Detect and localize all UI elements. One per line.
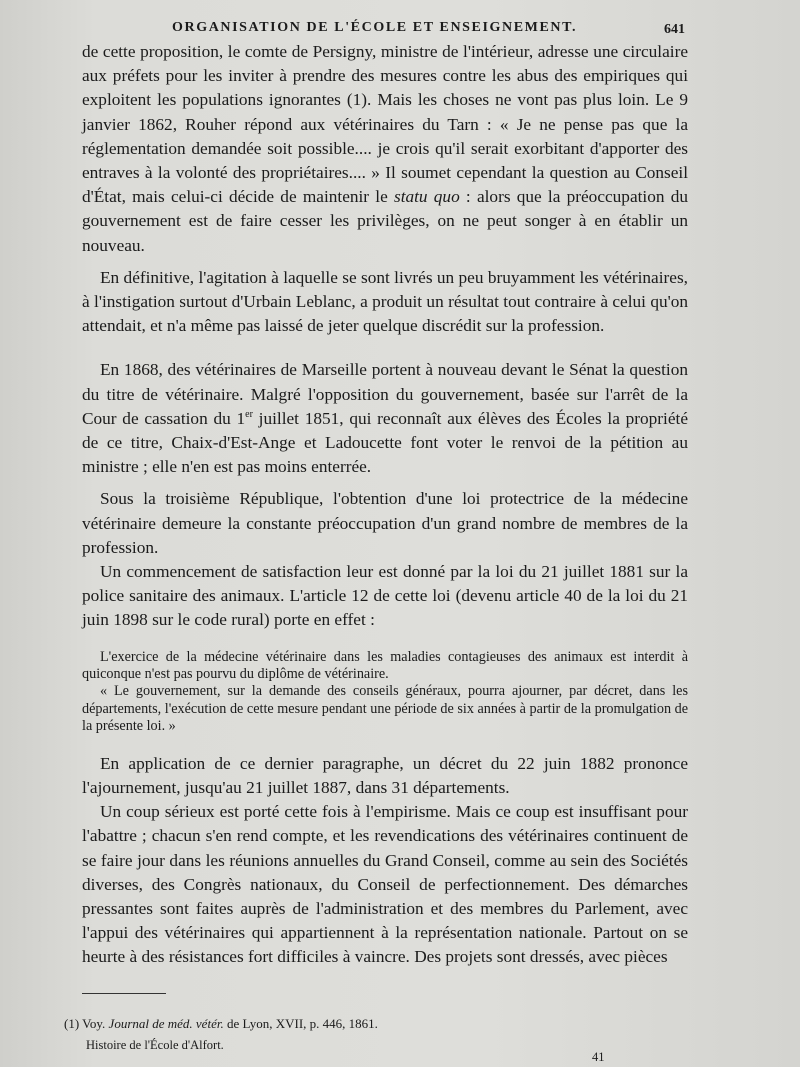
footnote <box>64 1016 378 1032</box>
footnote-journal: Journal de méd. vétér. <box>108 1016 224 1031</box>
footnote-suffix: de Lyon, XVII, p. 446, 1861. <box>223 1016 378 1031</box>
footnote-prefix: (1) Voy. <box>64 1016 109 1031</box>
signature-mark: 41 <box>592 1050 605 1064</box>
italic-phrase: statu quo <box>393 187 460 207</box>
page-number: 641 <box>664 22 685 37</box>
running-head: ORGANISATION DE L'ÉCOLE ET ENSEIGNEMENT. <box>172 20 578 35</box>
text-run: : alors que la préoccupation du gouvernement est de faire cesser les privilèges, on ne peut songer à en établir un nouveau. <box>82 187 688 255</box>
text-run: de cette proposition, le comte de Persigny, ministre de l'intérieur, adresse une circulaire aux préfets pour les inviter à prendre des mesures contre les abus des empiriques qui exploitent les populations ignorantes (1). Mais les choses ne vont pas plus loin. Le 9 janvier 1862, Rouher répond aux vétérinaires du Tarn : « Je ne pense pas que la réglementation demandée soit possible.... je crois qu'il serait exorbitant d'apporter des entraves à la volonté des propriétaires.... » Il soumet cependant la question au Conseil d'État, mais celui-ci décide de maintenir le <box>82 42 688 207</box>
paragraph: En définitive, l'agitation à laquelle se sont livrés un peu bruyamment les vétérinaires, à l'instigation surtout d'Urbain Leblanc, a produit un résultat tout contraire à celui qu'on attendait, et n'a même pas laissé de jeter quelque discrédit sur la profession. <box>82 267 688 336</box>
paragraph <box>82 40 688 258</box>
text-run: En 1868, des vétérinaires de Marseille portent à nouveau devant le Sénat la question du titre de vétérinaire. Malgré l'opposition du gouvernement, basée sur l'arrêt de la Cour de cassation du 1 <box>82 360 688 428</box>
block-quote <box>82 649 688 736</box>
book-title-footer: Histoire de l'École d'Alfort. <box>86 1038 224 1052</box>
paragraph: En application de ce dernier paragraphe, un décret du 22 juin 1882 prononce l'ajournement, jusqu'au 21 juillet 1887, dans 31 départements. <box>82 753 688 797</box>
paragraph: Un commencement de satisfaction leur est donné par la loi du 21 juillet 1881 sur la police sanitaire des animaux. L'article 12 de cette loi (devenu article 40 de la loi du 21 juin 1898 sur le code rural) porte en effet : <box>82 562 688 630</box>
text-run: juillet 1851, qui reconnaît aux élèves des Écoles la propriété de ce titre, Chaix-d'Est-Ange et Ladoucette font voter le renvoi de la pétition au ministre ; elle n'en est pas moins enterrée. <box>82 408 688 477</box>
quote-paragraph: « Le gouvernement, sur la demande des conseils généraux, pourra ajourner, par décret, dans les départements, l'exécution de cette mesure pendant une période de six années à partir de la promulgation de la présente loi. » <box>82 683 688 735</box>
paragraph: Un coup sérieux est porté cette fois à l'empirisme. Mais ce coup est insuffisant pour l'abattre ; chacun s'en rend compte, et les revendications des vétérinaires continuent de se faire jour dans les réunions annuelles du Grand Conseil, comme au sein des Sociétés diverses, des Congrès nationaux, du Conseil de perfectionnement. Des démarches pressantes sont faites auprès de l'administration et des membres du Parlement, avec l'appui des vétérinaires qui appartiennent à la représentation nationale. Partout on se heurte à des résistances fort difficiles à vaincre. Des projets sont dressés, avec pièces <box>82 802 688 967</box>
superscript: er <box>245 409 253 421</box>
paragraph <box>82 358 688 479</box>
paragraph: Sous la troisième République, l'obtention d'une loi protectrice de la médecine vétérinaire demeure la constante préoccupation d'un grand nombre de membres de la profession. <box>82 489 688 557</box>
footnote-rule <box>82 993 166 994</box>
body-text <box>82 40 688 970</box>
quote-paragraph: L'exercice de la médecine vétérinaire dans les maladies contagieuses des animaux est interdit à quiconque n'est pas pourvu du diplôme de vétérinaire. <box>82 648 688 683</box>
